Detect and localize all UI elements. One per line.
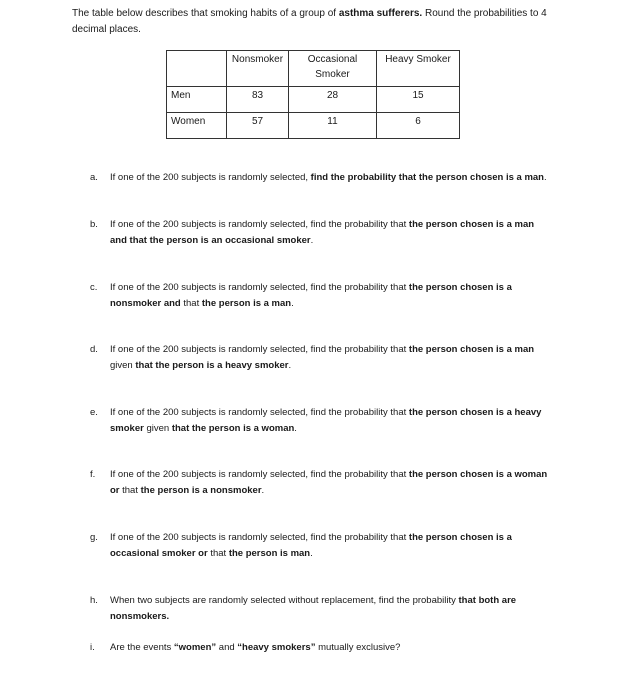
column-header-occasional-text: Occasional Smoker bbox=[307, 54, 358, 80]
question-text-bold: the person is man bbox=[228, 548, 311, 559]
question-text-plain: given bbox=[143, 423, 172, 434]
table-cell: 83 bbox=[227, 87, 289, 113]
question-letter: b. bbox=[90, 219, 98, 230]
question-letter: a. bbox=[90, 172, 98, 183]
table-row bbox=[167, 87, 460, 113]
intro-text-start: The table below describes that smoking habits of a group of bbox=[72, 8, 339, 19]
question-text bbox=[110, 280, 550, 312]
smoking-habits-table bbox=[166, 50, 460, 139]
column-header-nonsmoker: Nonsmoker bbox=[227, 51, 289, 87]
question-text-plain: . bbox=[310, 548, 313, 559]
table-header-row bbox=[167, 51, 460, 87]
question-text-bold: find the probability that the person chosen is a man bbox=[310, 172, 544, 183]
question-text-plain: . bbox=[310, 235, 314, 246]
question-text-bold: the person chosen is a occasional smoker or bbox=[110, 532, 512, 559]
question-letter: g. bbox=[90, 532, 98, 543]
question-text-bold: “women” bbox=[173, 642, 217, 653]
question-text-plain: If one of the 200 subjects is randomly selected, find the probability that bbox=[110, 282, 409, 293]
row-label-women: Women bbox=[167, 113, 227, 139]
question-text-bold: the person is a nonsmoker bbox=[140, 485, 262, 496]
question-text-bold: that the person is a woman bbox=[171, 423, 295, 434]
table-corner-cell bbox=[167, 51, 227, 87]
question-text-plain: that bbox=[207, 548, 229, 559]
question-text bbox=[110, 405, 550, 437]
question-text-plain: If one of the 200 subjects is randomly selected, find the probability that bbox=[110, 532, 409, 543]
question-text-bold: that the person is a heavy smoker bbox=[135, 360, 289, 371]
question-text bbox=[110, 640, 550, 656]
intro-text-bold: asthma sufferers. bbox=[338, 8, 423, 19]
question-text bbox=[110, 467, 550, 499]
question-text bbox=[110, 530, 550, 562]
question-letter: h. bbox=[90, 595, 98, 606]
question-text-plain: If one of the 200 subjects is randomly selected, find the probability that bbox=[110, 219, 409, 230]
intro-text-end: Round the probabilities to 4 decimal places. bbox=[72, 8, 547, 35]
question-text bbox=[110, 170, 550, 186]
question-text-plain: . bbox=[261, 485, 265, 496]
question-text-bold: that both are nonsmokers. bbox=[110, 595, 517, 622]
question-text-bold: the person chosen is a nonsmoker and bbox=[110, 282, 512, 309]
table-cell: 6 bbox=[377, 113, 460, 139]
question-text bbox=[110, 593, 550, 625]
question-letter: i. bbox=[90, 642, 95, 653]
table-cell: 28 bbox=[289, 87, 377, 113]
question-text-plain: . bbox=[288, 360, 292, 371]
table-cell: 57 bbox=[227, 113, 289, 139]
question-text-plain: If one of the 200 subjects is randomly selected, find the probability that bbox=[110, 469, 409, 480]
question-letter: c. bbox=[90, 282, 98, 293]
intro-paragraph bbox=[72, 6, 552, 38]
question-text-bold: the person chosen is a woman or bbox=[110, 469, 548, 496]
question-text-plain: If one of the 200 subjects is randomly selected, bbox=[110, 172, 311, 183]
question-text bbox=[110, 217, 550, 249]
question-text-plain: . bbox=[291, 298, 294, 309]
question-text-bold: “heavy smokers” bbox=[237, 642, 316, 653]
question-text-plain: mutually exclusive? bbox=[315, 642, 401, 653]
question-text-bold: the person chosen is a man bbox=[408, 344, 535, 355]
question-text-plain: that bbox=[119, 485, 141, 496]
question-text-plain: If one of the 200 subjects is randomly selected, find the probability that bbox=[110, 344, 409, 355]
question-text-plain: given bbox=[110, 360, 136, 371]
question-letter: d. bbox=[90, 344, 98, 355]
question-text-bold: the person chosen is a heavy smoker bbox=[110, 407, 542, 434]
question-text-plain: Are the events bbox=[110, 642, 174, 653]
question-text-plain: If one of the 200 subjects is randomly selected, find the probability that bbox=[110, 407, 409, 418]
question-text-plain: that bbox=[180, 298, 202, 309]
question-text-plain: When two subjects are randomly selected without replacement, find the probability bbox=[110, 595, 459, 606]
question-text-plain: . bbox=[294, 423, 297, 434]
question-text-bold: the person is a man bbox=[201, 298, 292, 309]
question-letter: e. bbox=[90, 407, 98, 418]
table-cell: 11 bbox=[289, 113, 377, 139]
question-text-bold: the person chosen is a man and that the person is an occasional smoker bbox=[110, 219, 535, 246]
question-text-plain: . bbox=[543, 172, 547, 183]
row-label-men: Men bbox=[167, 87, 227, 113]
column-header-occasional bbox=[289, 51, 377, 87]
column-header-heavy: Heavy Smoker bbox=[377, 51, 460, 87]
question-text-plain: and bbox=[216, 642, 238, 653]
table-row bbox=[167, 113, 460, 139]
table-cell: 15 bbox=[377, 87, 460, 113]
question-letter: f. bbox=[90, 469, 96, 480]
question-text bbox=[110, 342, 550, 374]
